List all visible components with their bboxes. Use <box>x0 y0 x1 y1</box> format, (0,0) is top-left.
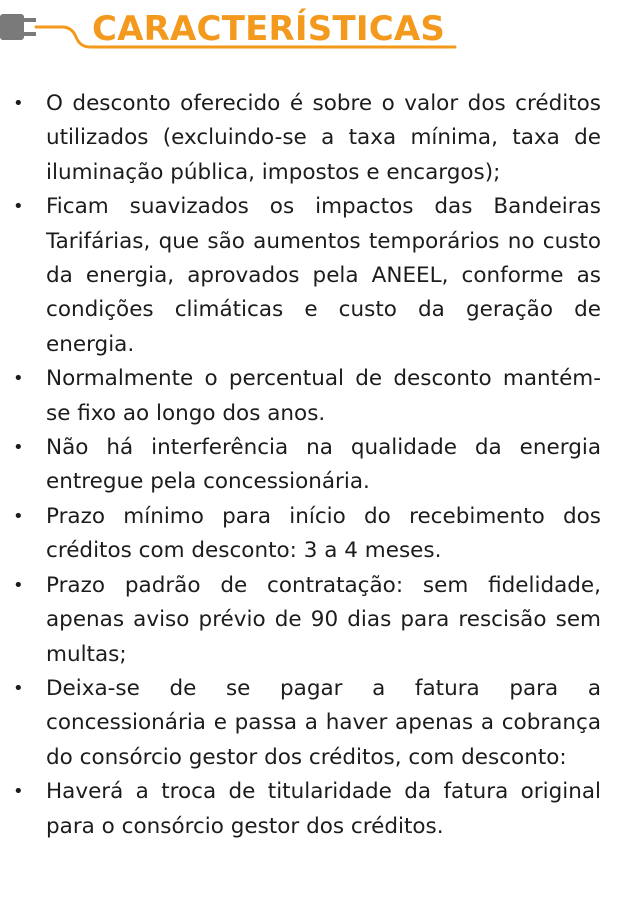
bullet-icon: • <box>13 437 24 459</box>
list-item-text: Ficam suavizados os impactos das Bandeiras Tarifárias, que são aumentos temporários no custo da energia, aprovados pela ANEEL, conforme as condições climáticas e custo da geração de energia. <box>46 194 601 357</box>
bullet-icon: • <box>13 196 24 218</box>
list-item <box>0 500 623 569</box>
list-item <box>0 569 623 672</box>
features-list <box>0 87 623 844</box>
bullet-icon: • <box>13 574 24 596</box>
list-item-text: Deixa-se de se pagar a fatura para a concessionária e passa a haver apenas a cobrança do consórcio gestor dos créditos, com desconto: <box>46 675 601 770</box>
list-item <box>0 431 623 500</box>
list-item <box>0 87 623 190</box>
plug-body <box>0 14 24 40</box>
bullet-icon: • <box>13 368 24 390</box>
list-item-text: Prazo mínimo para início do recebimento dos créditos com desconto: 3 a 4 meses. <box>46 503 601 564</box>
plug-prong-top <box>24 18 36 22</box>
plug-prong-bottom <box>24 32 36 36</box>
section-header <box>0 0 623 70</box>
list-item <box>0 672 623 775</box>
list-item-text: Normalmente o percentual de desconto mantém-se fixo ao longo dos anos. <box>46 366 601 426</box>
bullet-icon: • <box>13 781 24 803</box>
list-item-text: Haverá a troca de titularidade da fatura original para o consórcio gestor dos créditos. <box>46 779 601 839</box>
list-item-text: O desconto oferecido é sobre o valor dos créditos utilizados (excluindo-se a taxa mínima, taxa de iluminação pública, impostos e encargos); <box>46 91 601 185</box>
list-item <box>0 362 623 431</box>
bullet-icon: • <box>13 677 24 699</box>
list-item <box>0 190 623 362</box>
page-title: CARACTERÍSTICAS <box>92 9 446 49</box>
list-item-text: Prazo padrão de contratação: sem fidelidade, apenas aviso prévio de 90 dias para rescisão sem multas; <box>46 572 601 667</box>
list-item-text: Não há interferência na qualidade da energia entregue pela concessionária. <box>46 435 601 495</box>
list-item <box>0 775 623 844</box>
bullet-icon: • <box>13 505 24 527</box>
bullet-icon: • <box>13 93 24 114</box>
